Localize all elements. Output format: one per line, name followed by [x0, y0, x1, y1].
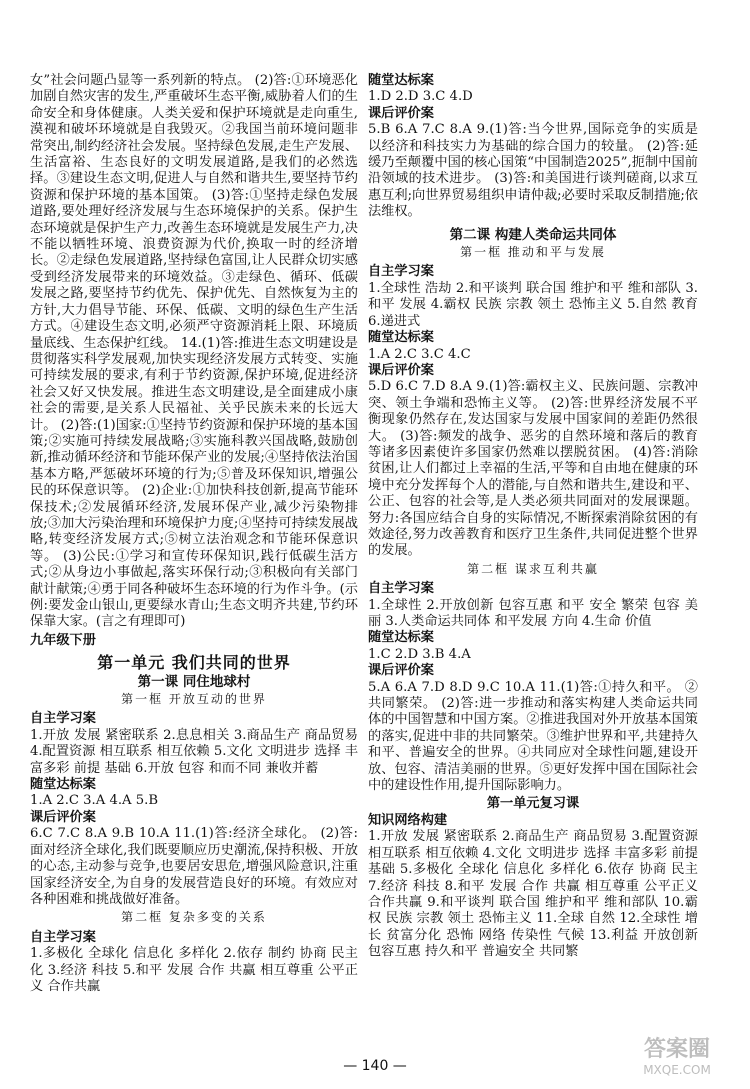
section-heading: 课后评价案 — [30, 809, 96, 825]
answer-block: 6.C 7.C 8.A 9.B 10.A 11.(1)答:经济全球化。 (2)答:面对经济全球化,我们既要顺应历史潮流,保持积极、开放的心态,主动参与竞争,也要居安思危,增强风险意识,注重国家经济安全,为自身的发展营造良好的环境。有效应对各种困难和挑战做好准备。 — [30, 826, 358, 907]
answer-block: 1.D 2.D 3.C 4.D — [368, 89, 473, 105]
answer-block: 1.A 2.C 3.C 4.C — [368, 346, 471, 362]
grade-heading: 九年级下册 — [30, 632, 96, 648]
section-heading: 自主学习案 — [30, 929, 96, 945]
answer-block: 1.开放 发展 紧密联系 2.商品生产 商品贸易 3.配置资源 相互联系 相互依赖 4.文化 文明进步 选择 丰富多彩 前提 基础 5.多极化 全球化 信息化 多样化 6.依存 协商 民主 7.经济 科技 8.和平 发展 合作 共赢 相互尊重 公平正义 合作共赢 9.和平谈判 联合国 维护和平 维和部队 10.霸权 民族 宗教 领土 恐怖主义 11.全球 自然 12.全球性 增长 贫富分化 恐怖 网络 传染性 气候 13.利益 开放创新 包容互惠 持久和平 普遍安全 共同繁 — [368, 829, 698, 960]
section-heading: 自主学习案 — [30, 711, 96, 727]
section-heading: 随堂达标案 — [368, 630, 434, 646]
section-heading: 课后评价案 — [368, 105, 434, 121]
watermark-url: MXQE.COM — [643, 1063, 711, 1077]
answer-block: 1.A 2.C 3.A 4.A 5.B — [30, 793, 159, 809]
answer-block: 5.D 6.C 7.D 8.A 9.(1)答:霸权主义、民族问题、宗教冲突、领土争端和恐怖主义等。 (2)答:世界经济发展不平衡现象仍然存在,发达国家与发展中国家间的差距仍然很大。 (3)答:频发的战争、恶劣的自然环境和落后的教育等诸多因素使许多国家仍然难以摆脱贫困。 (4)答:消除贫困,让人们都过上幸福的生活,平等和自由地在健康的环境中充分发挥每个人的潜能,与自然和谐共生,建设和平、公正、包容的社会等,是人类必须共同面对的发展课题。努力:各国应结合自身的实际情况,不断探索消除贫困的有效途径,努力改善教育和医疗卫生条件,共同促进整个世界的发展。 — [368, 379, 698, 559]
section-heading: 课后评价案 — [368, 663, 434, 679]
section-heading: 自主学习案 — [368, 581, 434, 597]
section-heading: 自主学习案 — [368, 264, 434, 280]
watermark-brand: 答案圈 — [643, 1037, 711, 1062]
frame-title: 第一框 开放互动的世界 — [121, 692, 267, 707]
answer-block: 5.B 6.A 7.C 8.A 9.(1)答:当今世界,国际竞争的实质是以经济和科技实力为基础的综合国力的较量。 (2)答:延缓乃至颠覆中国的核心国策“中国制造2025”,扼制中国前沿领域的技术进步。 (3)答:和美国进行谈判磋商,以求互惠互利;向世界贸易组织申请仲裁;必要时采取反制措施;依法维权。 — [368, 122, 698, 220]
lesson-title: 第二课 构建人类命运共同体 — [449, 226, 617, 243]
watermark-logo — [612, 1030, 742, 1080]
review-title: 第一单元复习课 — [486, 796, 580, 812]
frame-title: 第一框 推动和平与发展 — [460, 245, 606, 260]
answer-block: 1.多极化 全球化 信息化 多样化 2.依存 制约 协商 民主化 3.经济 科技 5.和平 发展 合作 共赢 相互尊重 公平正义 合作共赢 — [30, 946, 358, 994]
frame-title: 第二框 复杂多变的关系 — [121, 910, 267, 925]
section-heading: 随堂达标案 — [30, 777, 96, 793]
answer-block: 5.A 6.A 7.D 8.D 9.C 10.A 11.(1)答:①持久和平。 ②共同繁荣。 (2)答:进一步推动和落实构建人类命运共同体的中国智慧和中国方案。②推进我国对外开放基本国策的落实,促进中非的共同繁荣。③维护世界和平,共建持久和平、普遍安全的世界。④共同应对全球性问题,建设开放、包容、清洁美丽的世界。⑤更好发挥中国在国际社会中的建设性作用,提升国际影响力。 — [368, 679, 698, 794]
section-heading: 课后评价案 — [368, 362, 434, 378]
section-heading: 随堂达标案 — [368, 330, 434, 346]
frame-title: 第二框 谋求互利共赢 — [467, 561, 599, 576]
answer-block: 1.全球性 2.开放创新 包容互惠 和平 安全 繁荣 包容 美丽 3.人类命运共同体 和平发展 方向 4.生命 价值 — [368, 597, 698, 629]
section-heading: 知识网络构建 — [368, 812, 448, 828]
right-column — [368, 73, 698, 961]
page-number: — 140 — — [343, 1058, 407, 1074]
unit-title: 第一单元 我们共同的世界 — [97, 653, 291, 673]
left-column — [30, 73, 358, 995]
answer-block: 1.全球性 浩劫 2.和平谈判 联合国 维护和平 维和部队 3.和平 发展 4.霸权 民族 宗教 领土 恐怖主义 5.自然 教育 6.递进式 — [368, 280, 698, 329]
lesson-title: 第一课 同住地球村 — [137, 673, 251, 690]
section-heading: 随堂达标案 — [368, 73, 434, 88]
left-answer-text: 女”社会问题凸显等一系列新的特点。 (2)答:①环境恶化加剧自然灾害的发生,严重破坏生态平衡,威胁着人们的生命安全和身体健康。人类关爱和保护环境就是走向重生,漠视和破坏环境就是自我毁灭。②我国当前环境问题非常突出,制约经济社会发展。坚持绿色发展,走生产发展、生活富裕、生态良好的文明发展道路,是我们的必然选择。③建设生态文明,促进人与自然和谐共生,要坚持节约资源和保护环境的基本国策。 (3)答:①坚持走绿色发展道路,要处理好经济发展与生态环境保护的关系。保护生态环境就是保护生产力,改善生态环境就是发展生产力,决不能以牺牲环境、浪费资源为代价,换取一时的经济增长。②走绿色发展道路,坚持绿色富国,让人民群众切实感受到经济发展带来的环境效益。③走绿色、循环、低碳发展之路,要坚持节约优先、保护优先、自然恢复为主的方针,大力倡导节能、环保、低碳、文明的绿色生产生活方式。④建设生态文明,必须严守资源消耗上限、环境质量底线、生态保护红线。 14.(1)答:推进生态文明建设是贯彻落实科学发展观,加快实现经济发展方式转变、实施可持续发展的要求,有利于节约资源,保护环境,促进经济社会又好又快发展。推进生态文明建设,是全面建成小康社会的需要,是关系人民福祉、关乎民族未来的长远大计。 (2)答:(1)国家:①坚持节约资源和保护环境的基本国策;②实施可持续发展战略;③实施科教兴国战略,鼓励创新,推动循环经济和节能环保产业的发展;④坚持依法治国基本方略,严惩破坏环境的行为;⑤普及环保知识,增强公民的环保意识等。 (2)企业:①加快科技创新,提高节能环保技术;②发展循环经济,发展环保产业,减少污染物排放;③加大污染治理和环境保护力度;④坚持可持续发展战略,转变经济发展方式;⑤树立法治观念和节能环保意识等。 (3)公民:①学习和宣传环保知识,践行低碳生活方式;②从身边小事做起,落实环保行动;③积极向有关部门献计献策;④勇于同各种破坏生态环境的行为作斗争。(示例:要发金山银山,更要绿水青山;生态文明齐共建,节约环保靠大家。(言之有理即可) — [30, 73, 358, 630]
answer-block: 1.C 2.D 3.B 4.A — [368, 646, 471, 662]
answer-block: 1.开放 发展 紧密联系 2.息息相关 3.商品生产 商品贸易 4.配置资源 相互联系 相互依赖 5.文化 文明进步 选择 丰富多彩 前提 基础 6.开放 包容 和而不同 兼收并蓄 — [30, 727, 358, 776]
